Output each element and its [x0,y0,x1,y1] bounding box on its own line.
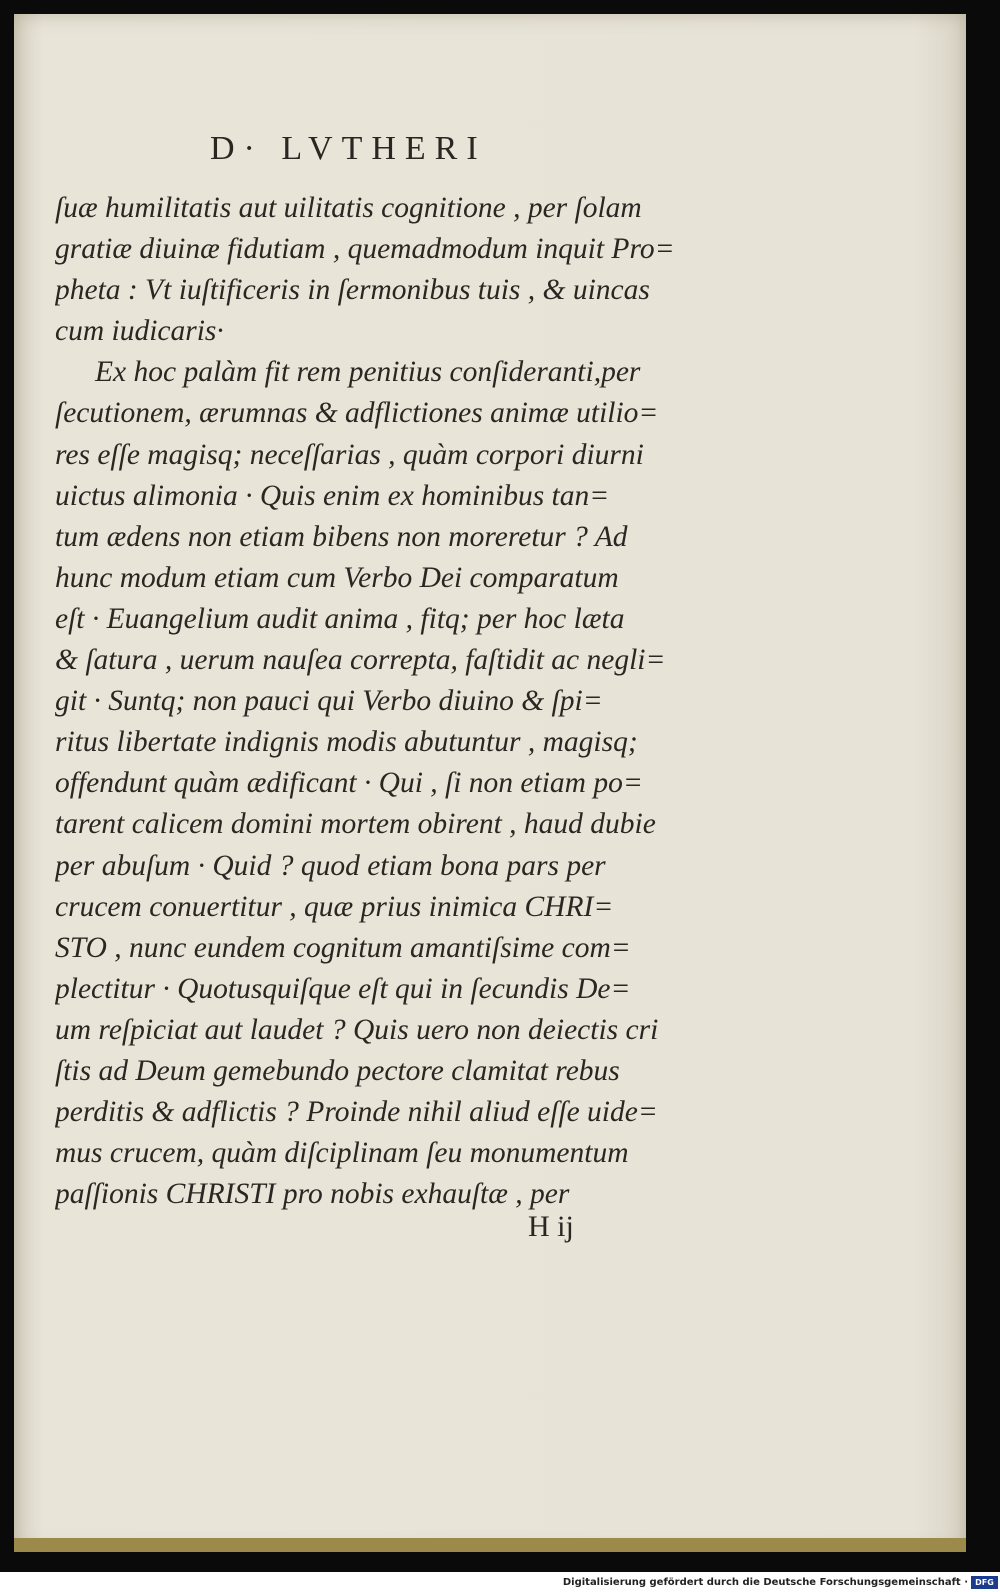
text-line: crucem conuertitur , quæ prius inimica CHRI= [55,890,614,923]
text-line: gratiæ diuinæ fidutiam , quemadmodum inquit Pro= [55,233,675,266]
text-line: offendunt quàm ædificant · Qui , ſi non etiam po= [55,767,643,800]
text-line: STO , nunc eundem cognitum amantiſsime com= [55,931,631,964]
page-edge-strip [14,1538,966,1552]
text-line: uictus alimonia · Quis enim ex hominibus tan= [55,479,610,512]
text-line: ſtis ad Deum gemebundo pectore clamitat rebus [55,1054,620,1087]
text-line: tum ædens non etiam bibens non moreretur ? Ad [55,520,628,553]
text-line: ſecutionem, ærumnas & adflictiones animæ utilio= [55,397,659,430]
text-line: per abuſum · Quid ? quod etiam bona pars per [55,849,606,882]
text-line: & ſatura , uerum nauſea correpta, faſtidit ac negli= [55,644,666,677]
signature-mark: H ij [528,1210,574,1243]
text-line: pheta : Vt iuſtificeris in ſermonibus tuis , & uincas [55,274,650,307]
text-line: res eſſe magisq; neceſſarias , quàm corpori diurni [55,438,644,471]
footer [0,1574,1000,1592]
text-line: tarent calicem domini mortem obirent , haud dubie [55,808,656,841]
text-line: hunc modum etiam cum Verbo Dei comparatum [55,561,619,594]
text-line: ritus libertate indignis modis abutuntur , magisq; [55,726,638,759]
running-head: D· LVTHERI [210,130,487,167]
text-line: cum iudicaris· [55,315,224,348]
text-line: eſt · Euangelium audit anima , fitq; per hoc læta [55,602,625,635]
text-line: perditis & adflictis ? Proinde nihil aliud eſſe uide= [55,1096,658,1129]
text-line: Ex hoc palàm fit rem penitius conſideranti,per [95,356,641,389]
text-line: git · Suntq; non pauci qui Verbo diuino & ſpi= [55,685,603,718]
text-line: um reſpiciat aut laudet ? Quis uero non deiectis cri [55,1013,659,1046]
text-line: paſſionis CHRISTI pro nobis exhauſtæ , per [55,1178,570,1211]
dfg-logo: DFG [971,1576,998,1589]
body-text [55,188,695,1215]
text-line: ſuæ humilitatis aut uilitatis cognitione , per ſolam [55,192,642,224]
footer-credit: Digitalisierung gefördert durch die Deutsche Forschungsgemeinschaft · [562,1577,968,1588]
text-line: mus crucem, quàm diſciplinam ſeu monumentum [55,1137,629,1170]
text-line: plectitur · Quotusquiſque eſt qui in ſecundis De= [55,972,631,1005]
